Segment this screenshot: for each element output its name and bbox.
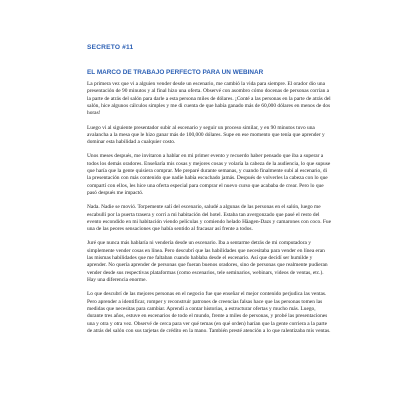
paragraph: Lo que descubrí de las mejores personas en el negocio fue que enseñar el mejor contenido perjudica las ventas. Pero aprender a identificar, romper y reconstruir patrones de creencias falsas hace que las personas tomen las medidas que necesitas para cambiar. Aprendí a contar historias, a estructurar ofertas y mucho más. Luego, durante tres años, estuve en escenarios de todo el mundo, frente a miles de personas, y probé las presentaciones una y otra y otra vez. Observé de cerca para ver qué temas (en qué orden) harían que la gente corriera a la parte de atrás del salón con sus tarjetas de crédito en la mano. También presté atención a lo que ralentizaba mis ventas.	[87, 291, 331, 334]
paragraph: La primera vez que vi a alguien vender desde un escenario, me cambió la vida para siempre. El orador dio una presentación de 90 minutos y al final hizo una oferta. Observé con asombro cómo docenas de personas corrían a la parte de atrás del salón para darle a esta persona miles de dólares. ¡Conté a las personas en la parte de atrás del salón, hice algunos cálculos simples y me di cuenta de que había ganado más de 60,000 dólares en menos de dos horas!	[87, 81, 331, 117]
chapter-heading: EL MARCO DE TRABAJO PERFECTO PARA UN WEBINAR	[87, 69, 264, 76]
paragraph: Nada. Nadie se movió. Torpemente salí del escenario, saludé a algunas de las personas en el salón, luego me escabullí por la puerta trasera y corrí a mi habitación del hotel. Estaba tan avergonzado que pasé el resto del evento escondido en mi habitación viendo películas y comiendo helado Häagen-Dazs y camarones con coco. Fue una de las peores sensaciones que había sentido al fracasar así frente a todos.	[87, 204, 331, 233]
section-label: SECRETO #11	[87, 44, 134, 51]
paragraph: Unos meses después, me invitaron a hablar en mi primer evento y recuerdo haber pensado que iba a superar a todos los demás oradores. Enseñaría mis cosas y mejores cosas y volaría la cabeza de la audiencia, lo que supuse que haría que la gente quisiera comprar. Me preparé durante semanas, y cuando finalmente subí al escenario, di la presentación con más contenido que nadie había escuchado jamás. Después de volverles la cabeza con lo que compartí con ellos, les hice una oferta especial para comprar el nuevo curso que acababa de crear. Pero lo que pasó después me impactó.	[87, 153, 331, 197]
paragraph: Juré que nunca más hablaría ni vendería desde un escenario. Iba a sentarme detrás de mi computadora y simplemente vender cosas en línea. Pero descubrí que las habilidades que necesitaba para vender en línea eran las mismas habilidades que me faltaban cuando hablaba desde el escenario. Así que decidí ser humilde y aprender. No quería aprender de personas que fueran buenos oradores, sino de personas que realmente pudieran vender desde sus respectivas plataformas (como escenarios, tele seminarios, webinars, videos de ventas, etc.). Hay una diferencia enorme.	[87, 240, 328, 284]
paragraph: Luego vi al siguiente presentador subir al escenario y seguir un proceso similar, y en 90 minutos tuvo una avalancha a la mesa que le hizo ganar más de 100,000 dólares. Supe en ese momento que tenía que aprender y dominar esta habilidad a cualquier costo.	[87, 124, 325, 146]
